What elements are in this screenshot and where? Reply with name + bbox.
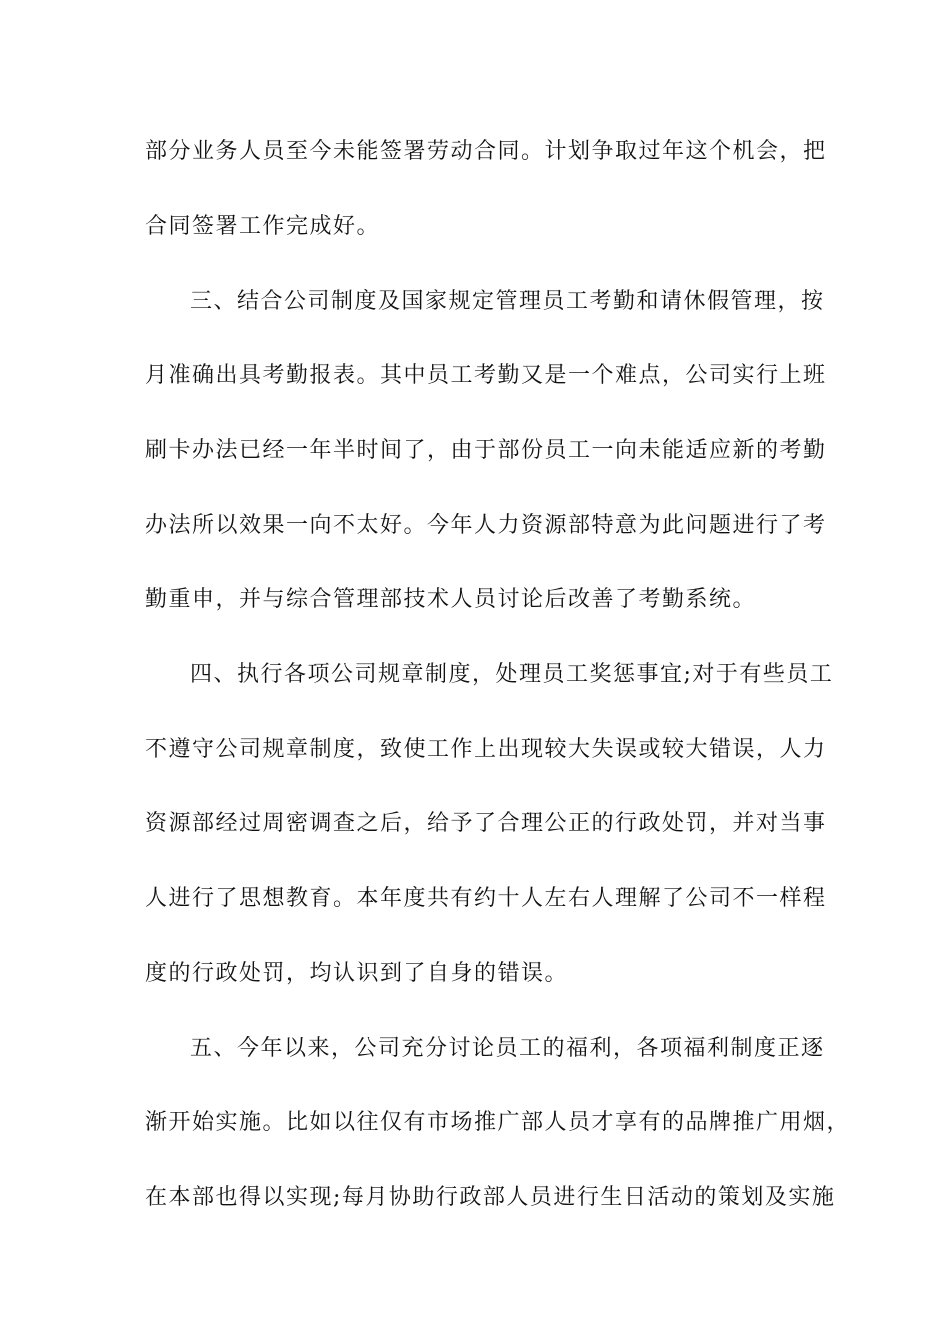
text-line: 不遵守公司规章制度，致使工作上出现较大失误或较大错误，人力	[145, 737, 827, 762]
paragraph-5-start: 五、今年以来，公司充分讨论员工的福利，各项福利制度正逐	[190, 1036, 825, 1061]
text-line: 人进行了思想教育。本年度共有约十人左右人理解了公司不一样程	[145, 886, 827, 911]
text-line: 勤重申，并与综合管理部技术人员讨论后改善了考勤系统。	[145, 587, 757, 612]
text-line: 月准确出具考勤报表。其中员工考勤又是一个难点，公司实行上班	[145, 363, 827, 388]
text-line: 办法所以效果一向不太好。今年人力资源部特意为此问题进行了考	[145, 513, 827, 538]
text-line: 刷卡办法已经一年半时间了，由于部份员工一向未能适应新的考勤	[145, 438, 827, 463]
text-line: 渐开始实施。比如以往仅有市场推广部人员才享有的品牌推广用烟，	[145, 1110, 851, 1135]
paragraph-4-start: 四、执行各项公司规章制度，处理员工奖惩事宜;对于有些员工	[190, 662, 834, 687]
text-line: 在本部也得以实现;每月协助行政部人员进行生日活动的策划及实施	[145, 1185, 836, 1210]
text-line: 部分业务人员至今未能签署劳动合同。计划争取过年这个机会，把	[145, 139, 827, 164]
text-line: 度的行政处罚，均认识到了自身的错误。	[145, 961, 569, 986]
text-line: 资源部经过周密调查之后，给予了合理公正的行政处罚，并对当事	[145, 811, 827, 836]
text-line: 合同签署工作完成好。	[145, 214, 381, 239]
paragraph-3-start: 三、结合公司制度及国家规定管理员工考勤和请休假管理，按	[190, 289, 825, 314]
